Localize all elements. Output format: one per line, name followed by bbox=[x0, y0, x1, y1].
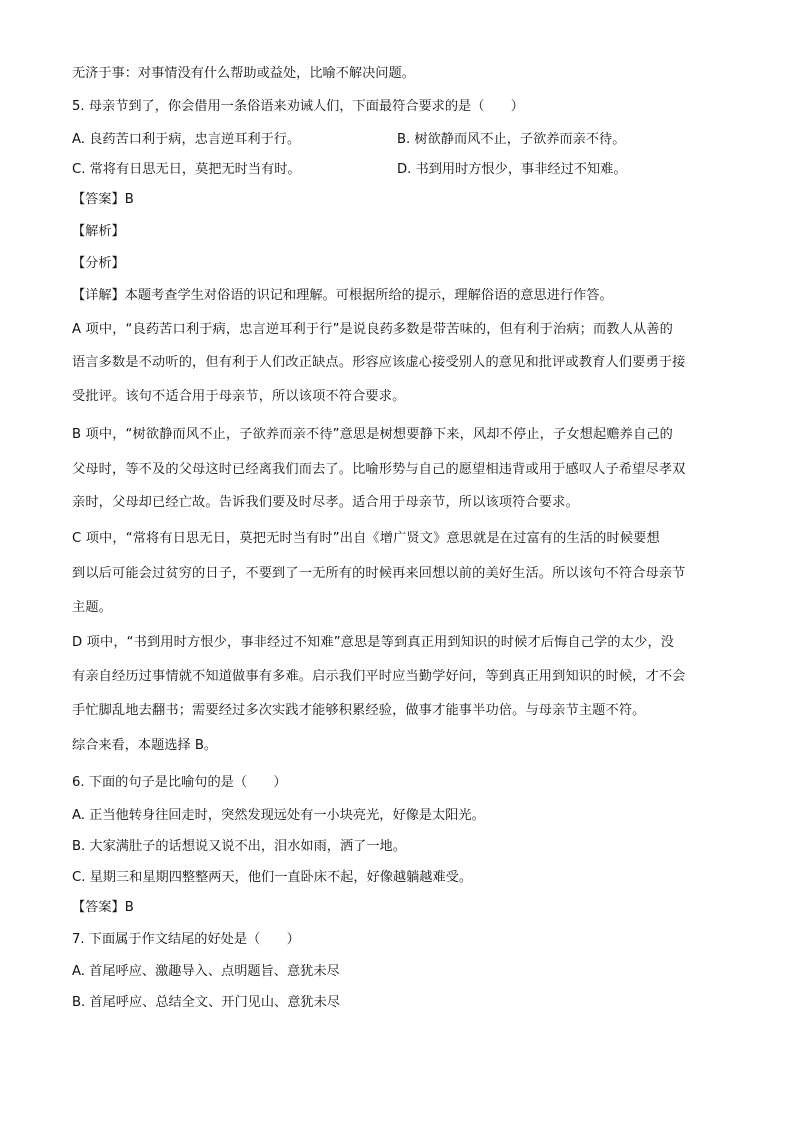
question-5: 5. 母亲节到了，你会借用一条俗语来劝诫人们，下面最符合要求的是（ ） bbox=[72, 99, 524, 114]
q7-option-b: B. 首尾呼应、总结全文、开门见山、意犹未尽 bbox=[72, 995, 340, 1010]
definition-line: 无济于事：对事情没有什么帮助或益处，比喻不解决问题。 bbox=[72, 66, 415, 81]
question-7: 7. 下面属于作文结尾的好处是（ ） bbox=[72, 932, 300, 947]
q7-option-a: A. 首尾呼应、激趣导入、点明题旨、意犹未尽 bbox=[72, 964, 340, 979]
explain-a-line2: 语言多数是不动听的，但有利于人们改正缺点。形容应该虚心接受别人的意见和批评或教育人们要勇于接 bbox=[72, 355, 686, 370]
q5-option-c: C. 常将有日思无日，莫把无时当有时。 bbox=[72, 162, 301, 177]
q6-option-b: B. 大家满肚子的话想说又说不出，泪水如雨，洒了一地。 bbox=[72, 839, 406, 854]
explain-b-line3: 亲时，父母却已经亡故。告诉我们要及时尽孝。适合用于母亲节，所以该项符合要求。 bbox=[72, 495, 579, 510]
answer-6: 【答案】B bbox=[72, 900, 134, 915]
q6-option-a: A. 正当他转身往回走时，突然发现远处有一小块亮光，好像是太阳光。 bbox=[72, 808, 485, 823]
explain-d-line2: 有亲自经历过事情就不知道做事有多难。启示我们平时应当勤学好问，等到真正用到知识的时候，才不会 bbox=[72, 669, 686, 684]
explain-c-line3: 主题。 bbox=[72, 600, 113, 615]
q5-option-b: B. 树欲静而风不止，子欲养而亲不待。 bbox=[397, 132, 626, 147]
explain-a-line3: 受批评。该句不适合用于母亲节，所以该项不符合要求。 bbox=[72, 389, 406, 404]
analysis-heading: 【解析】 bbox=[72, 224, 125, 239]
explain-c-line2: 到以后可能会过贫穷的日子，不要到了一无所有的时候再来回想以前的美好生活。所以该句不符合母亲节 bbox=[72, 566, 686, 581]
explain-d-line3: 手忙脚乱地去翻书；需要经过多次实践才能够积累经验，做事才能事半功倍。与母亲节主题不符。 bbox=[72, 703, 646, 718]
explain-b-line2: 父母时，等不及的父母这时已经离我们而去了。比喻形势与自己的愿望相违背或用于感叹人子希望尽孝双 bbox=[72, 462, 686, 477]
q6-option-c: C. 星期三和星期四整整两天，他们一直卧床不起，好像越躺越难受。 bbox=[72, 870, 473, 885]
xiangjie-line: 【详解】本题考查学生对俗语的识记和理解。可根据所给的提示，理解俗语的意思进行作答。 bbox=[72, 288, 613, 303]
explain-c-line1: C 项中，“常将有日思无日，莫把无时当有时”出自《增广贤文》意思就是在过富有的生活的时候要想 bbox=[72, 531, 660, 546]
q5-option-a: A. 良药苦口利于病，忠言逆耳利于行。 bbox=[72, 132, 301, 147]
q5-option-d: D. 书到用时方恨少，事非经过不知难。 bbox=[397, 162, 627, 177]
question-6: 6. 下面的句子是比喻句的是（ ） bbox=[72, 775, 287, 790]
explain-a-line1: A 项中，“良药苦口利于病，忠言逆耳利于行”是说良药多数是带苦味的，但有利于治病；而教人从善的 bbox=[72, 322, 673, 337]
fenxi-heading: 【分析】 bbox=[72, 256, 125, 271]
explain-d-line1: D 项中，“书到用时方恨少，事非经过不知难”意思是等到真正用到知识的时候才后悔自己学的太少，没 bbox=[72, 635, 675, 650]
explain-b-line1: B 项中，“树欲静而风不止，子欲养而亲不待”意思是树想要静下来，风却不停止，子女想起赡养自己的 bbox=[72, 427, 674, 442]
answer-5: 【答案】B bbox=[72, 192, 134, 207]
summary-line: 综合来看，本题选择 B。 bbox=[72, 738, 218, 753]
